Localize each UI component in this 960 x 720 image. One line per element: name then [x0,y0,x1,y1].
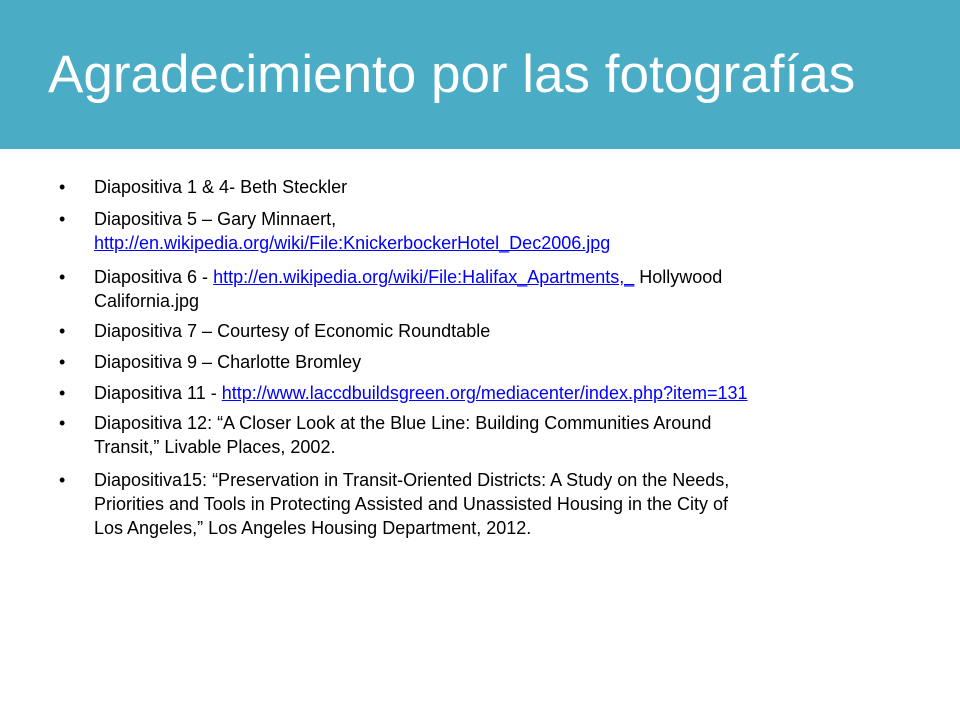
list-item-text [94,175,874,199]
item-suffix: Hollywood [634,267,723,287]
item-prefix: Diapositiva 11 - [94,383,222,403]
bullet-icon: • [59,413,66,433]
slide-title: Agradecimiento por las fotografías [48,45,856,104]
halifax-apartments-link[interactable]: http://en.wikipedia.org/wiki/File:Halifax_Apartments,_ [213,267,635,287]
list-item-text [94,468,874,540]
bullet-icon: • [59,352,66,372]
item-line: Diapositiva 12: “A Closer Look at the Blue Line: Building Communities Around [94,413,712,433]
item-line: Diapositiva 5 – Gary Minnaert, [94,209,337,229]
bullet-icon: • [59,177,66,197]
list-item-text [94,350,874,374]
item-line: Diapositiva 9 – Charlotte Bromley [94,352,362,372]
item-line: Priorities and Tools in Protecting Assisted and Unassisted Housing in the City of [94,494,728,514]
bullet-icon: • [59,321,66,341]
bullet-icon: • [59,267,66,287]
list-item-text [94,319,874,343]
item-line: Transit,” Livable Places, 2002. [94,437,336,457]
list-item-text [94,265,874,313]
item-line: Diapositiva 1 & 4- Beth Steckler [94,177,348,197]
bullet-icon: • [59,383,66,403]
item-line: Diapositiva 7 – Courtesy of Economic Roundtable [94,321,491,341]
item-prefix: Diapositiva 6 - [94,267,214,287]
knickerbocker-hotel-link[interactable]: http://en.wikipedia.org/wiki/File:KnickerbockerHotel_Dec2006.jpg [94,233,611,253]
item-line: Los Angeles,” Los Angeles Housing Department, 2012. [94,518,532,538]
bullet-icon: • [59,470,66,490]
item-line: California.jpg [94,291,200,311]
bullet-icon: • [59,209,66,229]
laccd-mediacenter-link[interactable]: http://www.laccdbuildsgreen.org/mediacenter/index.php?item=131 [221,383,748,403]
list-item-text [94,411,874,459]
list-item-text [94,381,874,405]
item-line: Diapositiva15: “Preservation in Transit-Oriented Districts: A Study on the Needs, [94,470,730,490]
list-item-text [94,207,874,255]
